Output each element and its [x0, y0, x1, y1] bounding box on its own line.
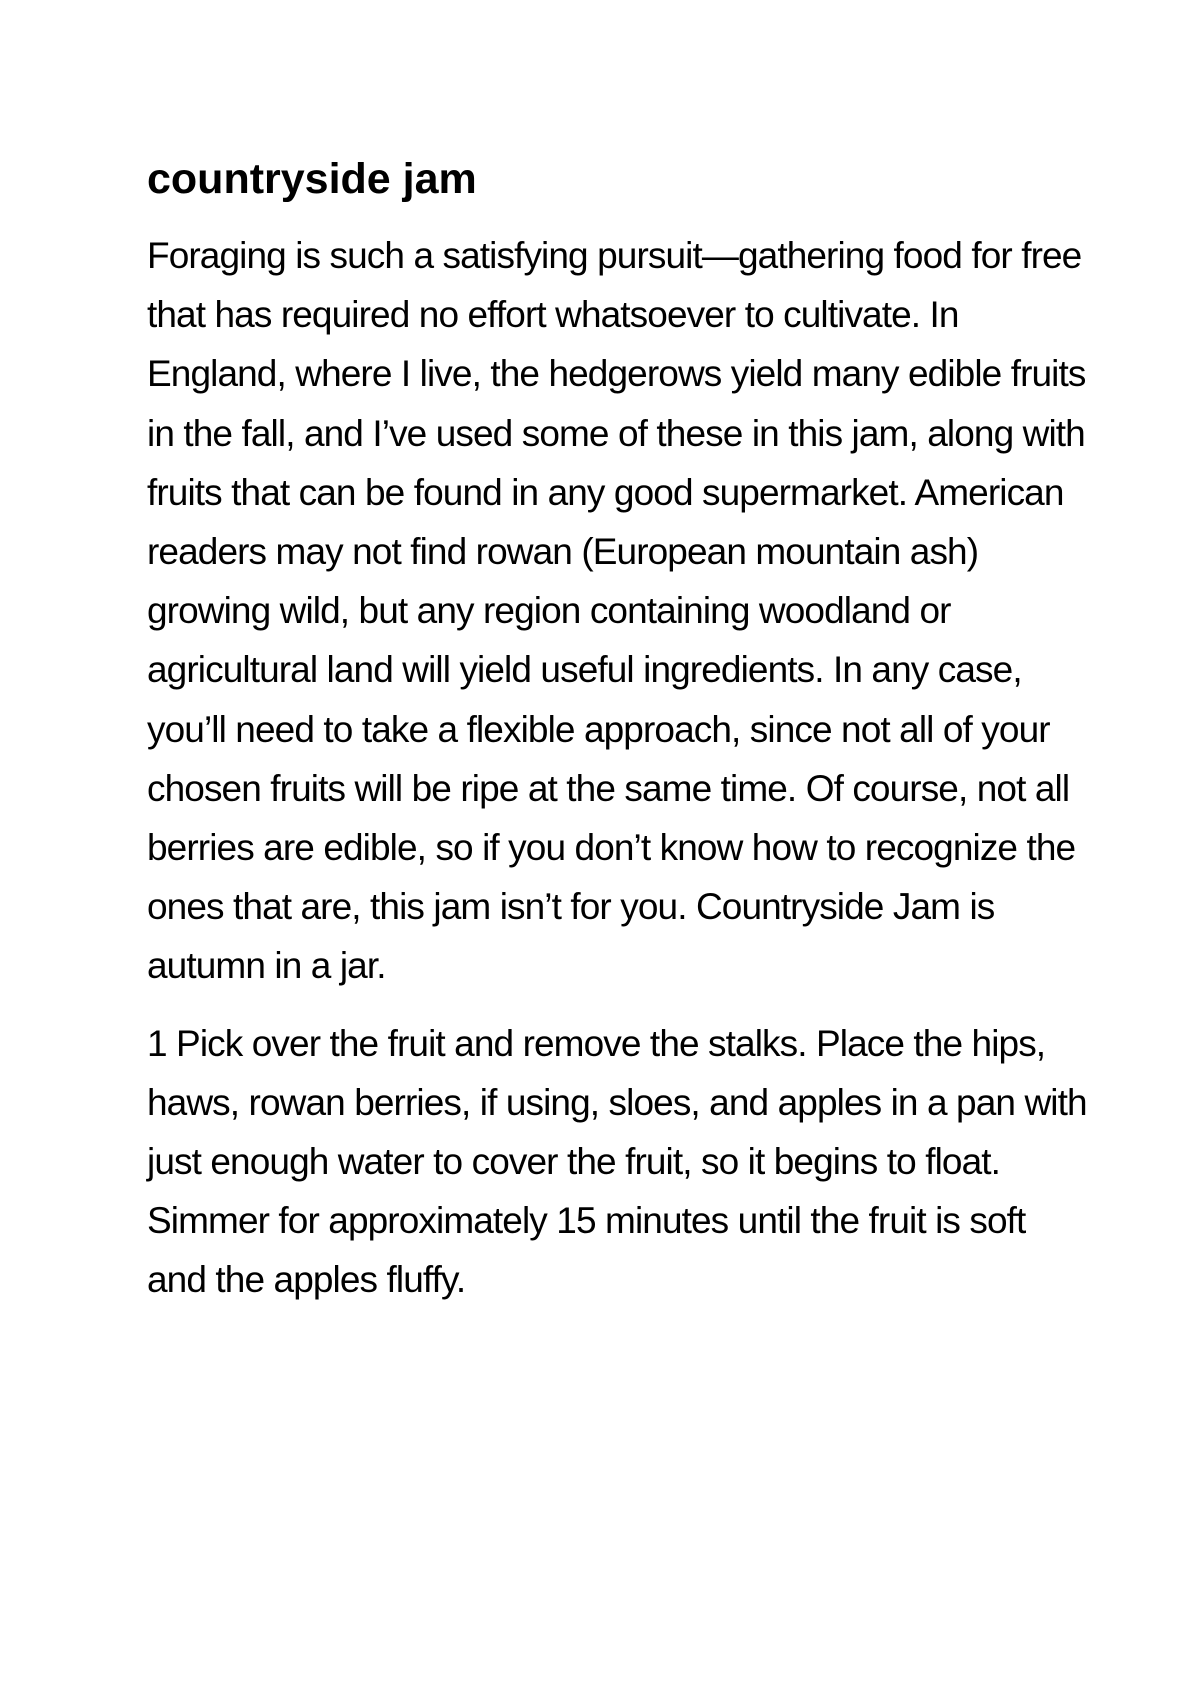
recipe-page: [147, 152, 1087, 1310]
intro-paragraph: Foraging is such a satisfying pursuit—gathering food for free that has required no effort whatsoever to cultivate. In England, where I live, the hedgerows yield many edible fruits in the fall, and I’ve used some of these in this jam, along with fruits that can be found in any good supermarket. American readers may not find rowan (European mountain ash) growing wild, but any region containing woodland or agricultural land will yield useful ingredients. In any case, you’ll need to take a flexible approach, since not all of your chosen fruits will be ripe at the same time. Of course, not all berries are edible, so if you don’t know how to recognize the ones that are, this jam isn’t for you. Countryside Jam is autumn in a jar.: [147, 235, 1086, 987]
recipe-title: countryside jam: [147, 155, 477, 203]
step-1-paragraph: 1 Pick over the fruit and remove the stalks. Place the hips, haws, rowan berries, if using, sloes, and apples in a pan with just enough water to cover the fruit, so it begins to float. Simmer for approximately 15 minutes until the fruit is soft and the apples fluffy.: [147, 1022, 1087, 1301]
